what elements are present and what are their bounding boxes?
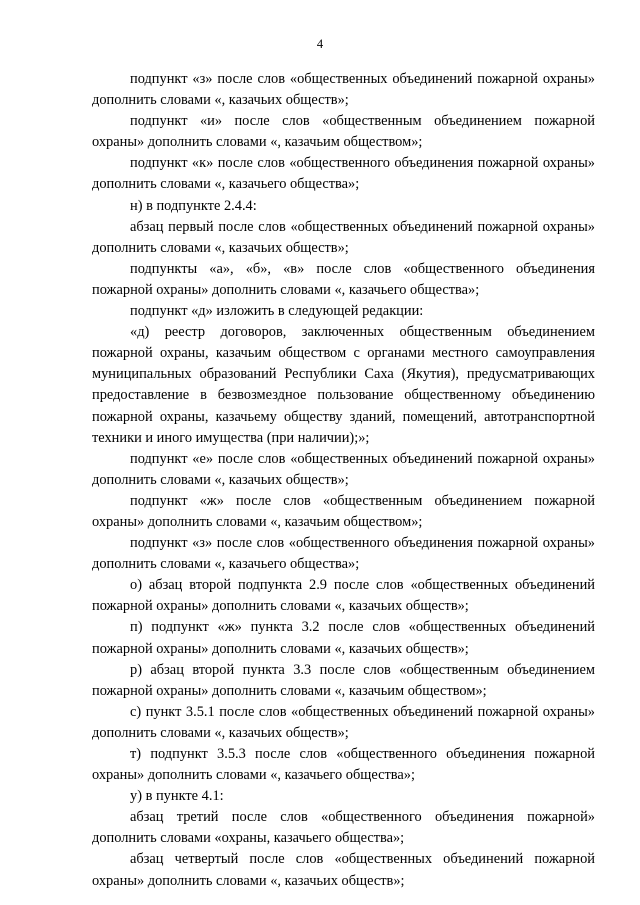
paragraph-t-item: т) подпункт 3.5.3 после слов «общественного объединения пожарной охраны» дополнить словами «, казачьего общества»;: [92, 746, 595, 784]
document-body: [92, 69, 595, 892]
paragraph-zh-subitem: подпункт «ж» после слов «общественным объединением пожарной охраны» дополнить словами «, казачьим обществом»;: [92, 492, 595, 530]
paragraph-d-intro: подпункт «д» изложить в следующей редакции:: [130, 303, 424, 320]
paragraph-s-item: с) пункт 3.5.1 после слов «общественных объединений пожарной охраны» дополнить словами «, казачьих обществ»;: [92, 703, 595, 741]
paragraph-third-abzac: абзац третий после слов «общественного объединения пожарной» дополнить словами «охраны, казачьего общества»;: [92, 809, 595, 847]
paragraph-e-subitem: подпункт «е» после слов «общественных объединений пожарной охраны» дополнить словами «, казачьих обществ»;: [92, 450, 595, 488]
paragraph-z-subitem: подпункт «з» после слов «общественных объединений пожарной охраны» дополнить словами «, казачьих обществ»;: [92, 71, 595, 109]
paragraph-p-item: п) подпункт «ж» пункта 3.2 после слов «общественных объединений пожарной охраны» дополнить словами «, казачьих обществ»;: [92, 619, 595, 657]
paragraph-d-new-text: «д) реестр договоров, заключенных общественным объединением пожарной охраны, казачьим обществом с органами местного самоуправления муниципальных образований Республики Саха (Якутия), предусматривающих предоставление в безвозмездное пользование общественному объединению пожарной охраны, казачьему обществу зданий, помещений, автотранспортной техники и иного имущества (при наличии);»;: [92, 324, 595, 446]
paragraph-z-subitem-second: подпункт «з» после слов «общественного объединения пожарной охраны» дополнить словами «, казачьего общества»;: [92, 535, 595, 573]
paragraph-abv-subitems: подпункты «а», «б», «в» после слов «общественного объединения пожарной охраны» дополнить словами «, казачьего общества»;: [92, 260, 595, 298]
paragraph-first-abzac: абзац первый после слов «общественных объединений пожарной охраны» дополнить словами «, казачьих обществ»;: [92, 218, 595, 256]
paragraph-u-heading: у) в пункте 4.1:: [130, 788, 224, 805]
paragraph-n-heading: н) в подпункте 2.4.4:: [130, 197, 257, 214]
paragraph-k-subitem: подпункт «к» после слов «общественного объединения пожарной охраны» дополнить словами «, казачьего общества»;: [92, 155, 595, 193]
paragraph-i-subitem: подпункт «и» после слов «общественным объединением пожарной охраны» дополнить словами «, казачьим обществом»;: [92, 113, 595, 151]
paragraph-r-item: р) абзац второй пункта 3.3 после слов «общественным объединением пожарной охраны» дополнить словами «, казачьим обществом»;: [92, 661, 595, 699]
paragraph-fourth-abzac: абзац четвертый после слов «общественных объединений пожарной охраны» дополнить словами «, казачьих обществ»;: [92, 851, 595, 889]
paragraph-o-item: о) абзац второй подпункта 2.9 после слов «общественных объединений пожарной охраны» дополнить словами «, казачьих обществ»;: [92, 577, 595, 615]
page-number: 4: [316, 37, 324, 51]
